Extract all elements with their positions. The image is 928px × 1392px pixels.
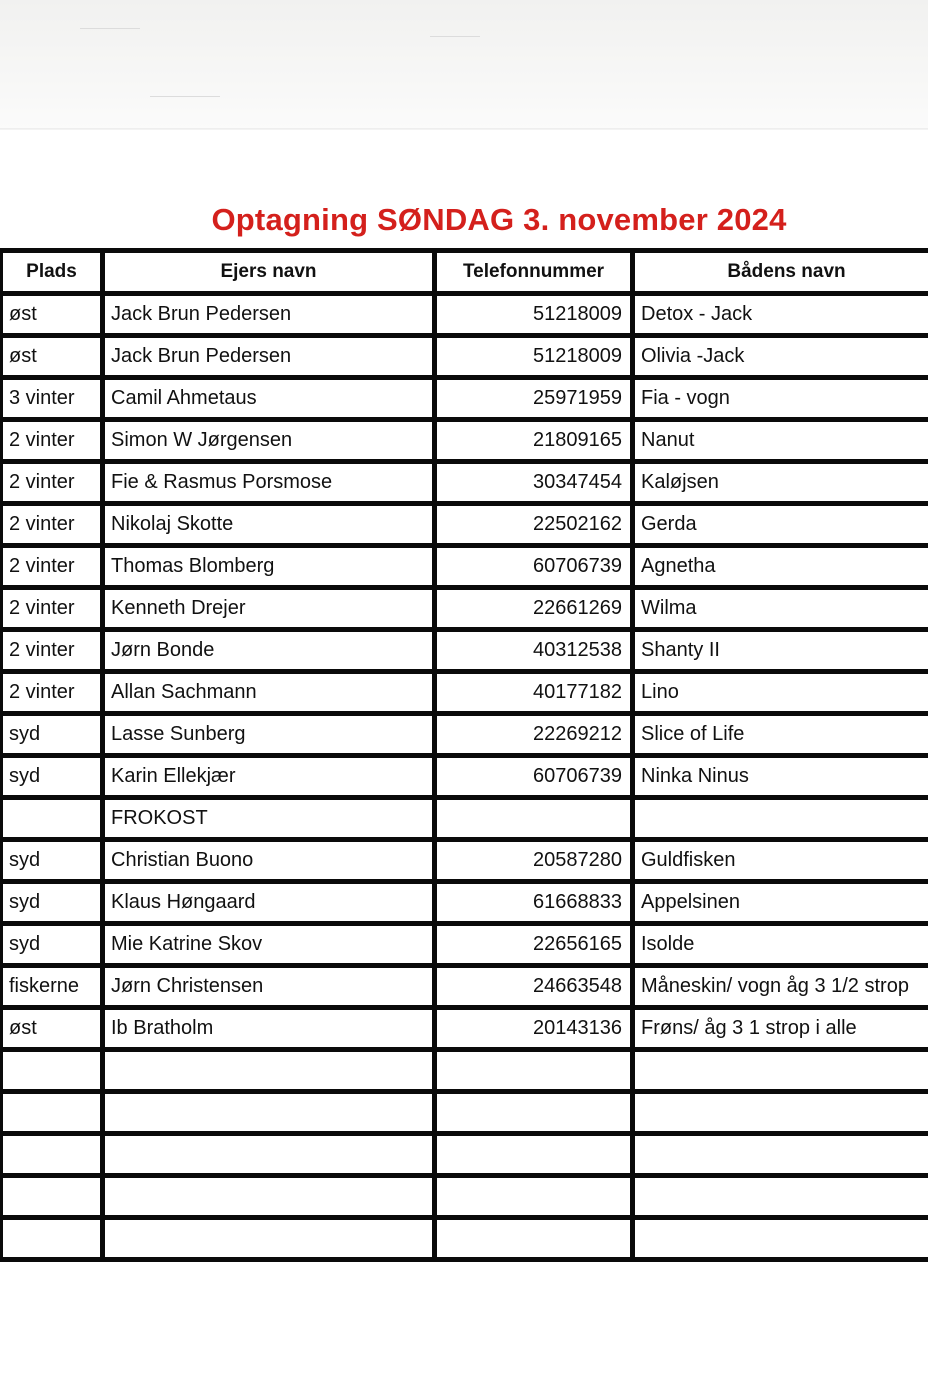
table-row <box>1 336 928 378</box>
background-mark <box>80 28 140 29</box>
cell-baadens-navn: Ninka Ninus <box>633 756 928 798</box>
cell-plads: syd <box>1 840 103 882</box>
cell-telefonnummer: 24663548 <box>435 966 633 1008</box>
cell-plads: øst <box>1 336 103 378</box>
table-row <box>1 1176 928 1218</box>
cell-telefonnummer: 60706739 <box>435 756 633 798</box>
background-surface <box>0 0 928 130</box>
cell-plads: 2 vinter <box>1 546 103 588</box>
table-row <box>1 546 928 588</box>
cell-plads: øst <box>1 1008 103 1050</box>
column-header-telefonnummer: Telefonnummer <box>435 251 633 294</box>
cell-baadens-navn: Slice of Life <box>633 714 928 756</box>
table-row <box>1 1134 928 1176</box>
cell-ejers-navn: Kenneth Drejer <box>103 588 435 630</box>
cell-plads: 2 vinter <box>1 630 103 672</box>
cell-telefonnummer: 21809165 <box>435 420 633 462</box>
table-row <box>1 924 928 966</box>
table-row <box>1 672 928 714</box>
cell-ejers-navn: Nikolaj Skotte <box>103 504 435 546</box>
cell-ejers-navn: FROKOST <box>103 798 435 840</box>
cell-baadens-navn: Appelsinen <box>633 882 928 924</box>
cell-plads: syd <box>1 756 103 798</box>
cell-telefonnummer <box>435 1134 633 1176</box>
table-row <box>1 1008 928 1050</box>
cell-baadens-navn <box>633 1176 928 1218</box>
background-mark <box>430 36 480 37</box>
table-body <box>1 294 928 1260</box>
cell-baadens-navn: Frøns/ åg 3 1 strop i alle <box>633 1008 928 1050</box>
cell-ejers-navn: Klaus Høngaard <box>103 882 435 924</box>
cell-telefonnummer: 40177182 <box>435 672 633 714</box>
cell-baadens-navn <box>633 1134 928 1176</box>
cell-telefonnummer: 51218009 <box>435 336 633 378</box>
cell-ejers-navn: Mie Katrine Skov <box>103 924 435 966</box>
cell-plads: øst <box>1 294 103 336</box>
cell-baadens-navn: Olivia -Jack <box>633 336 928 378</box>
cell-ejers-navn: Jørn Bonde <box>103 630 435 672</box>
cell-plads <box>1 1134 103 1176</box>
cell-telefonnummer: 61668833 <box>435 882 633 924</box>
cell-plads <box>1 1050 103 1092</box>
cell-telefonnummer: 51218009 <box>435 294 633 336</box>
cell-baadens-navn: Måneskin/ vogn åg 3 1/2 strop <box>633 966 928 1008</box>
cell-ejers-navn: Thomas Blomberg <box>103 546 435 588</box>
cell-baadens-navn: Wilma <box>633 588 928 630</box>
cell-ejers-navn: Fie & Rasmus Porsmose <box>103 462 435 504</box>
table-row <box>1 840 928 882</box>
sheet-title: Optagning SØNDAG 3. november 2024 <box>211 202 787 237</box>
cell-plads <box>1 1092 103 1134</box>
table-row <box>1 966 928 1008</box>
cell-ejers-navn <box>103 1134 435 1176</box>
cell-plads <box>1 1176 103 1218</box>
cell-telefonnummer: 22502162 <box>435 504 633 546</box>
cell-baadens-navn <box>633 1092 928 1134</box>
cell-baadens-navn: Gerda <box>633 504 928 546</box>
cell-ejers-navn: Camil Ahmetaus <box>103 378 435 420</box>
cell-ejers-navn <box>103 1176 435 1218</box>
cell-baadens-navn: Detox - Jack <box>633 294 928 336</box>
table-row <box>1 882 928 924</box>
cell-baadens-navn: Isolde <box>633 924 928 966</box>
cell-plads: 2 vinter <box>1 672 103 714</box>
table-row <box>1 378 928 420</box>
cell-telefonnummer: 20587280 <box>435 840 633 882</box>
cell-ejers-navn: Allan Sachmann <box>103 672 435 714</box>
cell-baadens-navn: Fia - vogn <box>633 378 928 420</box>
table-row <box>1 630 928 672</box>
cell-ejers-navn <box>103 1050 435 1092</box>
cell-plads: 2 vinter <box>1 588 103 630</box>
cell-plads: 2 vinter <box>1 462 103 504</box>
table-row <box>1 462 928 504</box>
cell-telefonnummer <box>435 1092 633 1134</box>
cell-telefonnummer: 22269212 <box>435 714 633 756</box>
cell-telefonnummer: 60706739 <box>435 546 633 588</box>
cell-ejers-navn: Lasse Sunberg <box>103 714 435 756</box>
cell-plads <box>1 1218 103 1260</box>
cell-ejers-navn: Ib Bratholm <box>103 1008 435 1050</box>
schedule-table <box>0 248 928 1262</box>
cell-telefonnummer: 40312538 <box>435 630 633 672</box>
cell-baadens-navn <box>633 1050 928 1092</box>
cell-baadens-navn <box>633 798 928 840</box>
cell-plads: syd <box>1 924 103 966</box>
cell-plads <box>1 798 103 840</box>
cell-ejers-navn: Simon W Jørgensen <box>103 420 435 462</box>
cell-telefonnummer: 22661269 <box>435 588 633 630</box>
cell-ejers-navn: Karin Ellekjær <box>103 756 435 798</box>
cell-plads: syd <box>1 714 103 756</box>
cell-plads: fiskerne <box>1 966 103 1008</box>
cell-telefonnummer: 22656165 <box>435 924 633 966</box>
cell-telefonnummer <box>435 1050 633 1092</box>
cell-baadens-navn: Shanty II <box>633 630 928 672</box>
cell-ejers-navn: Jørn Christensen <box>103 966 435 1008</box>
cell-baadens-navn: Lino <box>633 672 928 714</box>
table-row <box>1 714 928 756</box>
table-row <box>1 1092 928 1134</box>
table-row <box>1 1218 928 1260</box>
cell-telefonnummer: 25971959 <box>435 378 633 420</box>
table-row <box>1 294 928 336</box>
background-mark <box>150 96 220 97</box>
cell-ejers-navn <box>103 1218 435 1260</box>
column-header-plads: Plads <box>1 251 103 294</box>
cell-plads: 2 vinter <box>1 504 103 546</box>
table-row <box>1 798 928 840</box>
cell-ejers-navn <box>103 1092 435 1134</box>
cell-plads: syd <box>1 882 103 924</box>
table-row <box>1 1050 928 1092</box>
cell-plads: 3 vinter <box>1 378 103 420</box>
cell-telefonnummer <box>435 1176 633 1218</box>
cell-baadens-navn: Nanut <box>633 420 928 462</box>
cell-ejers-navn: Jack Brun Pedersen <box>103 336 435 378</box>
cell-baadens-navn: Guldfisken <box>633 840 928 882</box>
cell-baadens-navn <box>633 1218 928 1260</box>
table-row <box>1 420 928 462</box>
cell-telefonnummer <box>435 798 633 840</box>
cell-telefonnummer <box>435 1218 633 1260</box>
cell-plads: 2 vinter <box>1 420 103 462</box>
table-row <box>1 756 928 798</box>
column-header-ejers-navn: Ejers navn <box>103 251 435 294</box>
cell-ejers-navn: Jack Brun Pedersen <box>103 294 435 336</box>
cell-baadens-navn: Kaløjsen <box>633 462 928 504</box>
cell-baadens-navn: Agnetha <box>633 546 928 588</box>
header-row <box>1 251 928 294</box>
column-header-baadens-navn: Bådens navn <box>633 251 928 294</box>
table-row <box>1 588 928 630</box>
cell-ejers-navn: Christian Buono <box>103 840 435 882</box>
table-row <box>1 504 928 546</box>
cell-telefonnummer: 30347454 <box>435 462 633 504</box>
cell-telefonnummer: 20143136 <box>435 1008 633 1050</box>
